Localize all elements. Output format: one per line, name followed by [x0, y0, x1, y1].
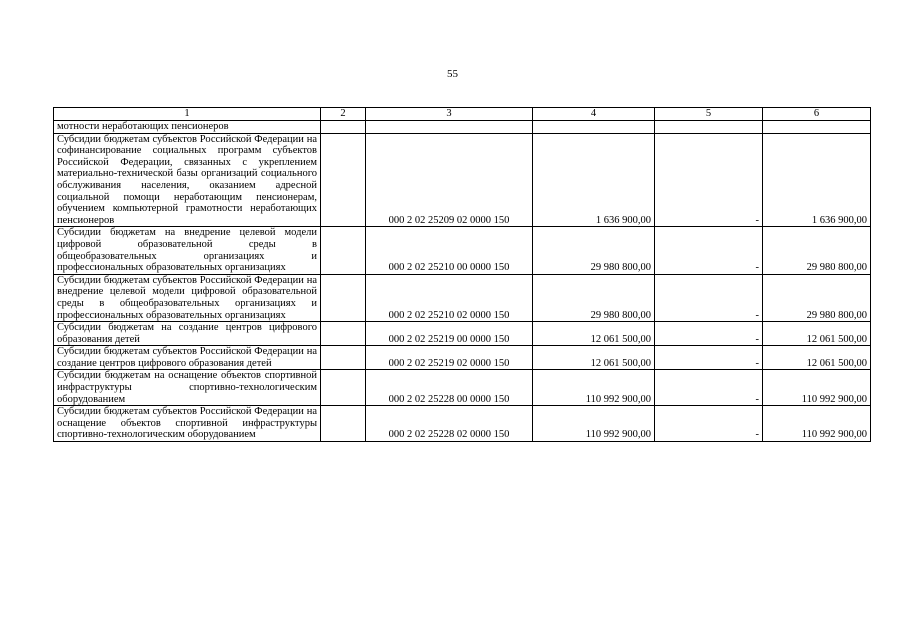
column-header: 2	[321, 108, 366, 121]
row-code: 000 2 02 25219 00 0000 150	[366, 322, 533, 346]
header-row	[54, 108, 871, 121]
table-row	[54, 346, 871, 370]
row-description: Субсидии бюджетам субъектов Российской Федерации на софинансирование социальных программ субъектов Российской Федерации, связанных с укреплением материально-технической базы организаций социального обслуживания населения, оказанием адресной социальной помощи неработающим пенсионерам, обучением компьютерной грамотности неработающих пенсионеров	[54, 133, 321, 227]
row-total: 110 992 900,00	[763, 406, 871, 442]
row-col2	[321, 133, 366, 227]
row-code: 000 2 02 25209 02 0000 150	[366, 133, 533, 227]
row-total: 12 061 500,00	[763, 322, 871, 346]
column-header: 4	[533, 108, 655, 121]
row-description: Субсидии бюджетам субъектов Российской Федерации на внедрение целевой модели цифровой образовательной среды в общеобразовательных организациях и профессиональных образовательных организациях	[54, 274, 321, 321]
row-col2	[321, 121, 366, 134]
row-col5: -	[655, 406, 763, 442]
row-col2	[321, 346, 366, 370]
column-header: 6	[763, 108, 871, 121]
row-col5: -	[655, 133, 763, 227]
row-total: 110 992 900,00	[763, 370, 871, 406]
column-header: 3	[366, 108, 533, 121]
row-description: Субсидии бюджетам на создание центров цифрового образования детей	[54, 322, 321, 346]
row-code: 000 2 02 25228 00 0000 150	[366, 370, 533, 406]
table-row	[54, 121, 871, 134]
row-col5: -	[655, 370, 763, 406]
row-total: 12 061 500,00	[763, 346, 871, 370]
row-amount: 12 061 500,00	[533, 346, 655, 370]
budget-table	[53, 107, 871, 442]
row-description: Субсидии бюджетам субъектов Российской Федерации на оснащение объектов спортивной инфраструктуры спортивно-технологическим оборудованием	[54, 406, 321, 442]
row-col5: -	[655, 227, 763, 274]
row-col2	[321, 370, 366, 406]
row-col5	[655, 121, 763, 134]
table-header	[54, 108, 871, 121]
table-body	[54, 121, 871, 442]
row-amount	[533, 121, 655, 134]
table-row	[54, 370, 871, 406]
row-amount: 29 980 800,00	[533, 274, 655, 321]
row-code: 000 2 02 25228 02 0000 150	[366, 406, 533, 442]
row-code: 000 2 02 25219 02 0000 150	[366, 346, 533, 370]
row-total: 29 980 800,00	[763, 274, 871, 321]
row-col5: -	[655, 346, 763, 370]
row-col5: -	[655, 322, 763, 346]
table-row	[54, 227, 871, 274]
row-description: мотности неработающих пенсионеров	[54, 121, 321, 134]
row-amount: 1 636 900,00	[533, 133, 655, 227]
row-col2	[321, 227, 366, 274]
row-code	[366, 121, 533, 134]
table-row	[54, 133, 871, 227]
row-code: 000 2 02 25210 02 0000 150	[366, 274, 533, 321]
row-amount: 110 992 900,00	[533, 370, 655, 406]
column-header: 5	[655, 108, 763, 121]
row-amount: 29 980 800,00	[533, 227, 655, 274]
row-col5: -	[655, 274, 763, 321]
row-col2	[321, 274, 366, 321]
row-amount: 12 061 500,00	[533, 322, 655, 346]
column-header: 1	[54, 108, 321, 121]
row-col2	[321, 322, 366, 346]
row-description: Субсидии бюджетам на внедрение целевой модели цифровой образовательной среды в общеобразовательных организациях и профессиональных образовательных организациях	[54, 227, 321, 274]
row-code: 000 2 02 25210 00 0000 150	[366, 227, 533, 274]
table-row	[54, 406, 871, 442]
row-description: Субсидии бюджетам на оснащение объектов спортивной инфраструктуры спортивно-технологическим оборудованием	[54, 370, 321, 406]
row-description: Субсидии бюджетам субъектов Российской Федерации на создание центров цифрового образования детей	[54, 346, 321, 370]
row-total: 29 980 800,00	[763, 227, 871, 274]
row-amount: 110 992 900,00	[533, 406, 655, 442]
row-total	[763, 121, 871, 134]
row-col2	[321, 406, 366, 442]
table-row	[54, 274, 871, 321]
table-row	[54, 322, 871, 346]
row-total: 1 636 900,00	[763, 133, 871, 227]
page-number: 55	[447, 68, 458, 80]
